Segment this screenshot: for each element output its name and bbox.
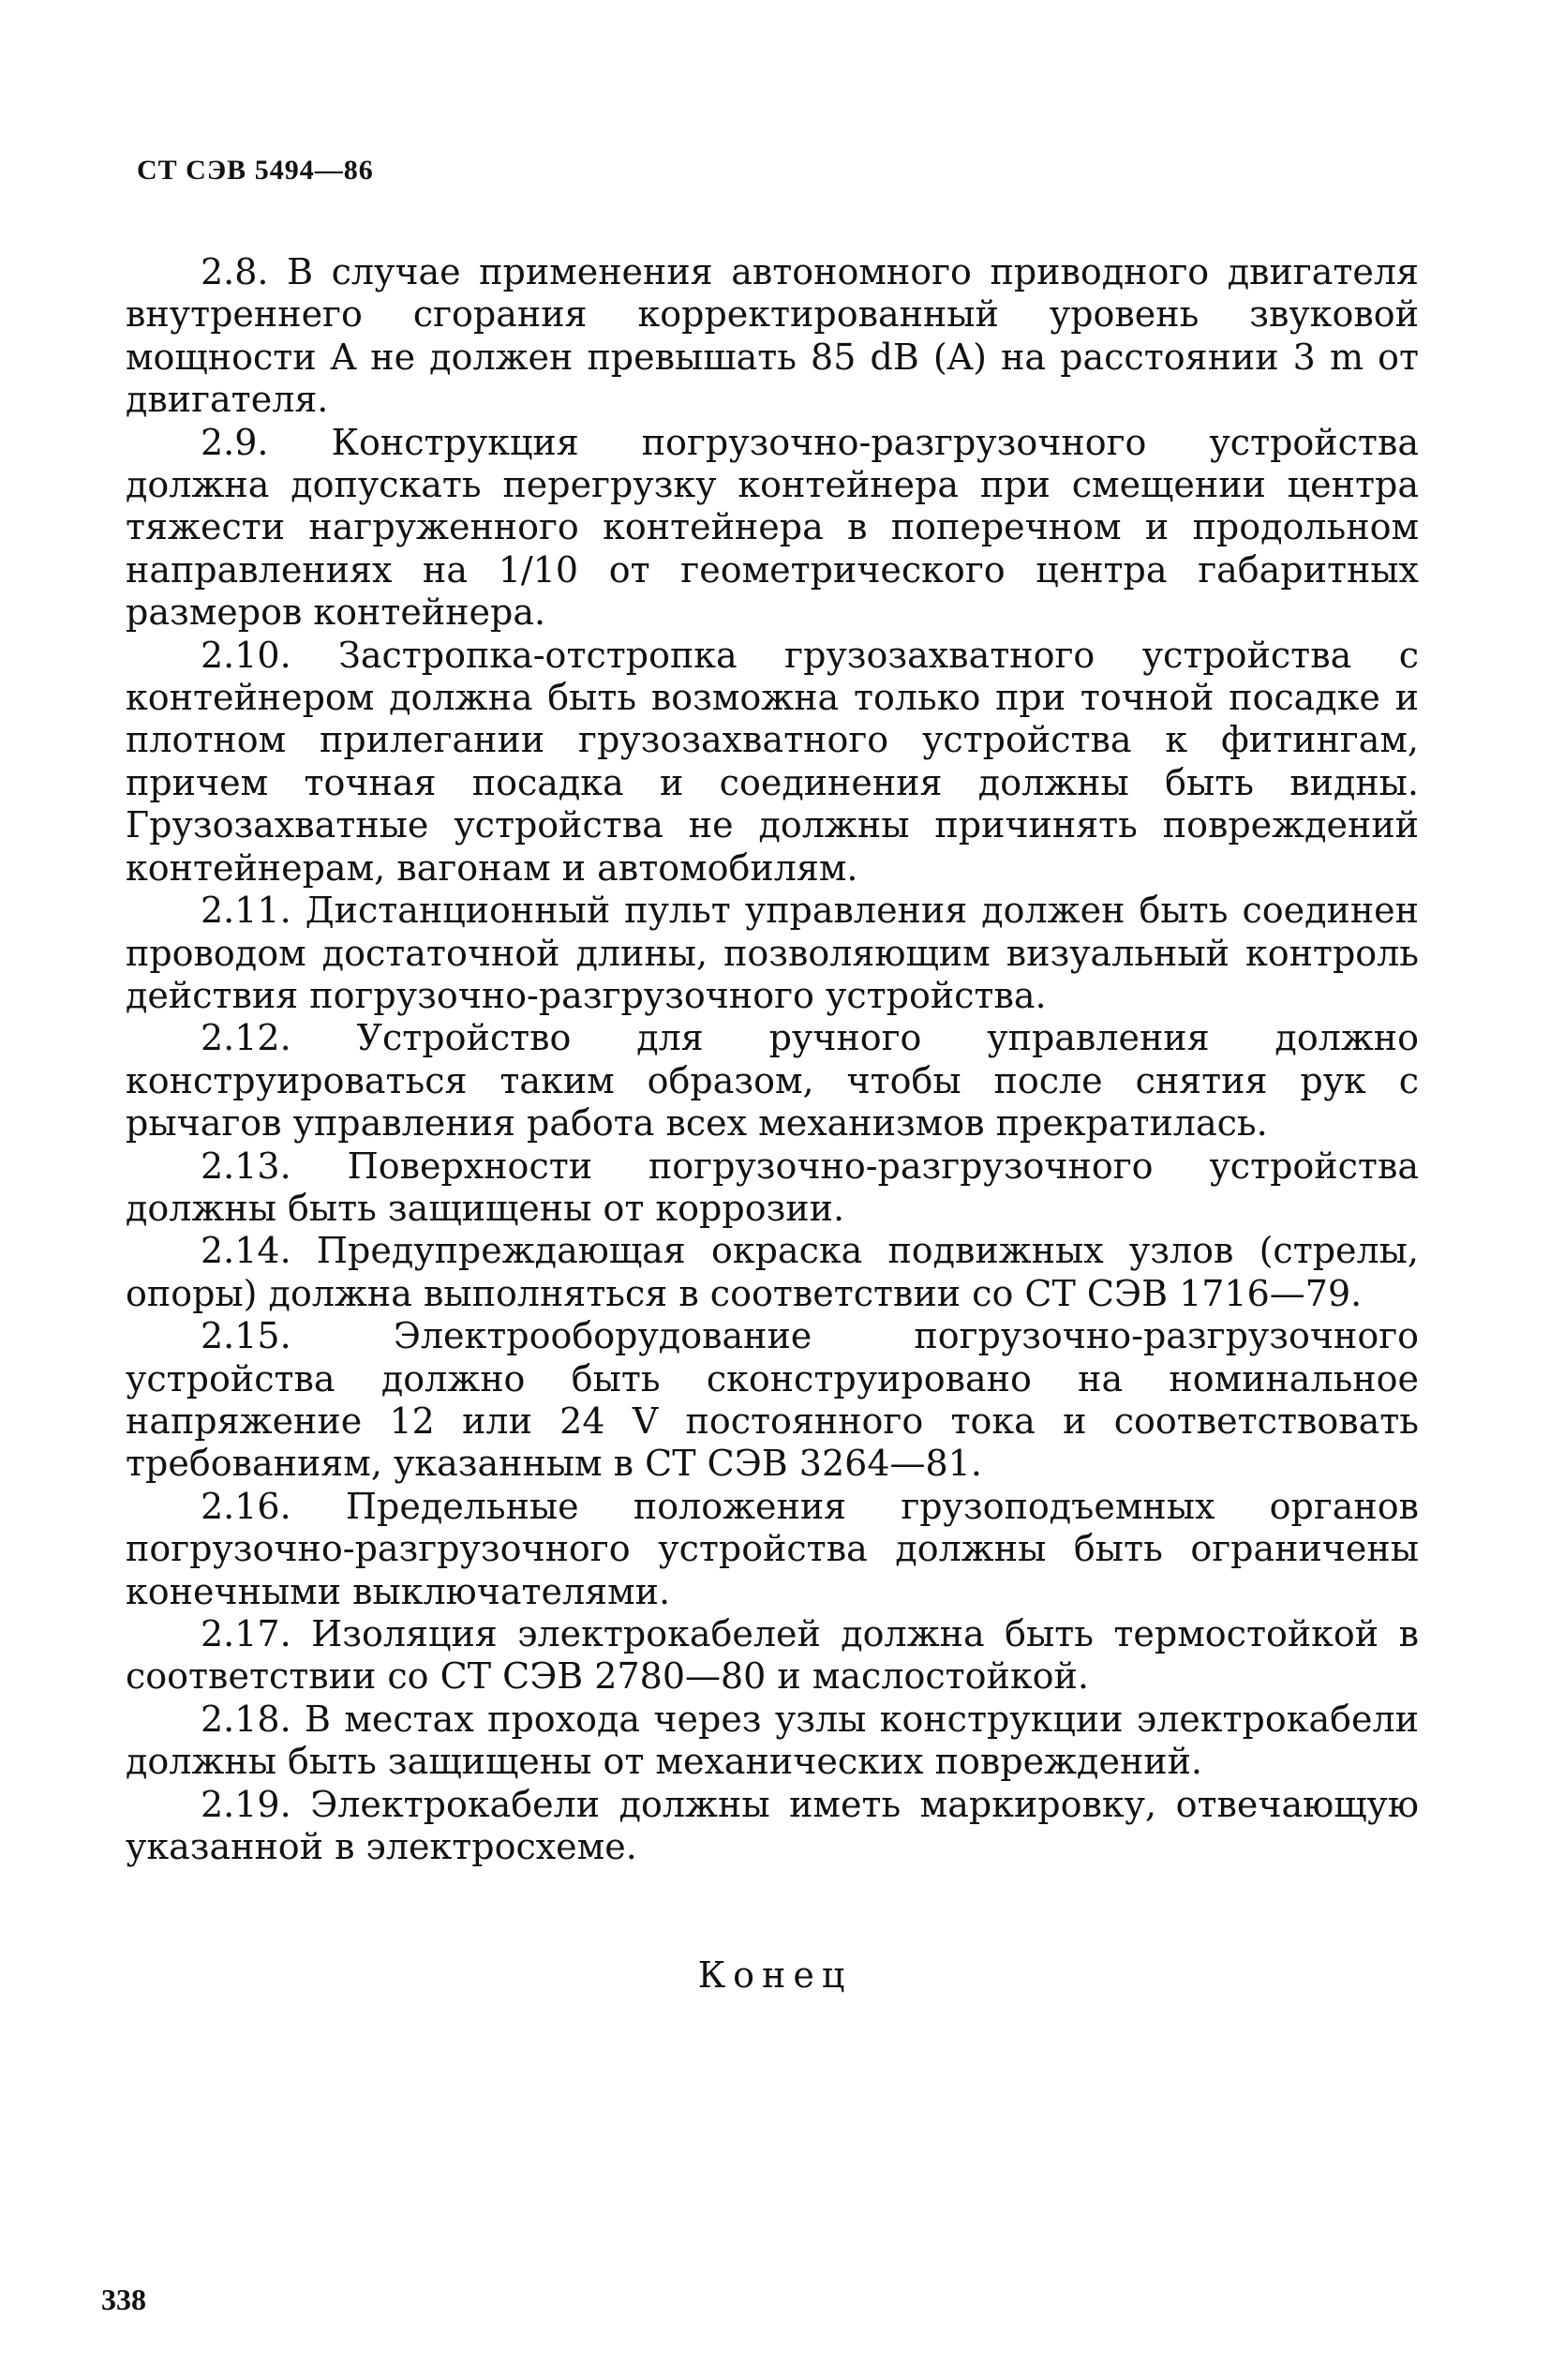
paragraph-2-12: 2.12. Устройство для ручного управления должно конструироваться таким образом, чтобы после снятия рук с рычагов управления работа всех механизмов прекратилась. bbox=[126, 1017, 1419, 1145]
paragraph-2-17: 2.17. Изоляция электрокабелей должна быть термостойкой в соответствии со СТ СЭВ 2780—80 и маслостойкой. bbox=[126, 1613, 1419, 1698]
paragraph-2-16: 2.16. Предельные положения грузоподъемных органов погрузочно-разгрузочного устройства должны быть ограничены конечными выключателями. bbox=[126, 1485, 1419, 1612]
paragraph-2-18: 2.18. В местах прохода через узлы конструкции электрокабели должны быть защищены от механических повреждений. bbox=[126, 1698, 1419, 1783]
document-body bbox=[126, 251, 1419, 1868]
paragraph-2-15: 2.15. Электрооборудование погрузочно-разгрузочного устройства должно быть сконструировано на номинальное напряжение 12 или 24 V постоянного тока и соответствовать требованиям, указанным в СТ СЭВ 3264—81. bbox=[126, 1315, 1419, 1485]
paragraph-2-14: 2.14. Предупреждающая окраска подвижных узлов (стрелы, опоры) должна выполняться в соответствии со СТ СЭВ 1716—79. bbox=[126, 1230, 1419, 1314]
paragraph-2-9: 2.9. Конструкция погрузочно-разгрузочного устройства должна допускать перегрузку контейнера при смещении центра тяжести нагруженного контейнера в поперечном и продольном направлениях на 1/10 от геометрического центра габаритных размеров контейнера. bbox=[126, 421, 1419, 634]
paragraph-2-10: 2.10. Застропка-отстропка грузозахватного устройства с контейнером должна быть возможна только при точной посадке и плотном прилегании грузозахватного устройства к фитингам, причем точная посадка и соединения должны быть видны. Грузозахватные устройства не должны причинять повреждений контейнерам, вагонам и автомобилям. bbox=[126, 634, 1419, 889]
document-header: СТ СЭВ 5494—86 bbox=[137, 155, 374, 186]
page-number: 338 bbox=[101, 2283, 146, 2316]
paragraph-2-13: 2.13. Поверхности погрузочно-разгрузочного устройства должны быть защищены от коррозии. bbox=[126, 1145, 1419, 1229]
paragraph-2-11: 2.11. Дистанционный пульт управления должен быть соединен проводом достаточной длины, позволяющим визуальный контроль действия погрузочно-разгрузочного устройства. bbox=[126, 890, 1419, 1016]
document-ending: Конец bbox=[697, 1954, 853, 1996]
paragraph-2-8: 2.8. В случае применения автономного приводного двигателя внутреннего сгорания корректированный уровень звуковой мощности A не должен превышать 85 dB (A) на расстоянии 3 m от двигателя. bbox=[126, 251, 1419, 421]
paragraph-2-19: 2.19. Электрокабели должны иметь маркировку, отвечающую указанной в электросхеме. bbox=[126, 1783, 1419, 1868]
